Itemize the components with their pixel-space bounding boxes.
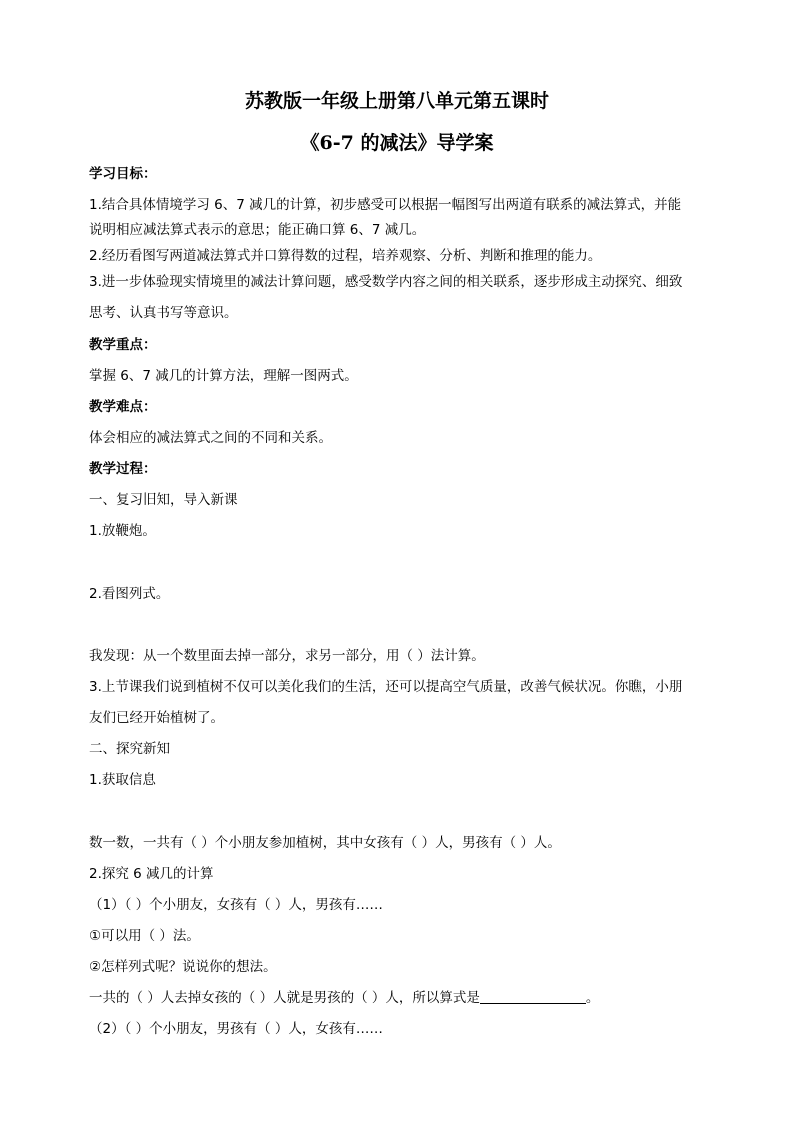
section-1-item-2: 2.看图列式。: [89, 586, 170, 602]
question-1: （1）（ ）个小朋友，女孩有（ ）人，男孩有……: [89, 897, 383, 913]
section-2-item-2: 2.探究 6 减几的计算: [89, 866, 214, 882]
document-subtitle: 《6-7 的减法》导学案: [300, 132, 494, 154]
goal-1-line-2: 说明相应减法算式表示的意思；能正确口算 6、7 减几。: [89, 222, 426, 238]
question-1-c-end: 。: [585, 990, 600, 1006]
question-1-a: ①可以用（ ）法。: [89, 928, 200, 944]
answer-blank[interactable]: [480, 991, 586, 1004]
section-2-count-line: 数一数，一共有（ ）个小朋友参加植树，其中女孩有（ ）人，男孩有（ ）人。: [89, 835, 561, 851]
goal-3-line-2: 思考、认真书写等意识。: [89, 305, 238, 321]
goal-3-line-1: 3.进一步体验现实情境里的减法计算问题，感受数学内容之间的相关联系，逐步形成主动探究、细致: [89, 274, 683, 290]
question-1-c-text: 一共的（ ）人去掉女孩的（ ）人就是男孩的（ ）人，所以算式是: [89, 990, 480, 1006]
difficulties-text: 体会相应的减法算式之间的不同和关系。: [89, 430, 332, 446]
document-title: 苏教版一年级上册第八单元第五课时: [244, 90, 549, 112]
section-2-item-1: 1.获取信息: [89, 772, 156, 788]
key-points-heading: 教学重点：: [89, 337, 157, 353]
key-points-text: 掌握 6、7 减几的计算方法，理解一图两式。: [89, 368, 358, 384]
section-1-discovery: 我发现：从一个数里面去掉一部分，求另一部分，用（ ）法计算。: [89, 648, 485, 664]
question-1-c: [89, 989, 599, 1007]
section-1-title: 一、复习旧知，导入新课: [89, 492, 238, 508]
difficulties-heading: 教学难点：: [89, 399, 157, 415]
section-1-item-1: 1.放鞭炮。: [89, 523, 156, 539]
question-1-b: ②怎样列式呢？说说你的想法。: [89, 959, 277, 975]
question-2: （2）（ ）个小朋友，男孩有（ ）人，女孩有……: [89, 1021, 383, 1037]
goals-heading: 学习目标：: [89, 166, 157, 182]
goal-1-line-1: 1.结合具体情境学习 6、7 减几的计算，初步感受可以根据一幅图写出两道有联系的减法算式，并能: [89, 197, 682, 213]
section-2-title: 二、探究新知: [89, 741, 170, 757]
process-heading: 教学过程：: [89, 461, 157, 477]
section-1-item-3-line-1: 3.上节课我们说到植树不仅可以美化我们的生活，还可以提高空气质量，改善气候状况。你瞧，小朋: [89, 679, 683, 695]
goal-2: 2.经历看图写两道减法算式并口算得数的过程，培养观察、分析、判断和推理的能力。: [89, 248, 602, 264]
section-1-item-3-line-2: 友们已经开始植树了。: [89, 710, 224, 726]
